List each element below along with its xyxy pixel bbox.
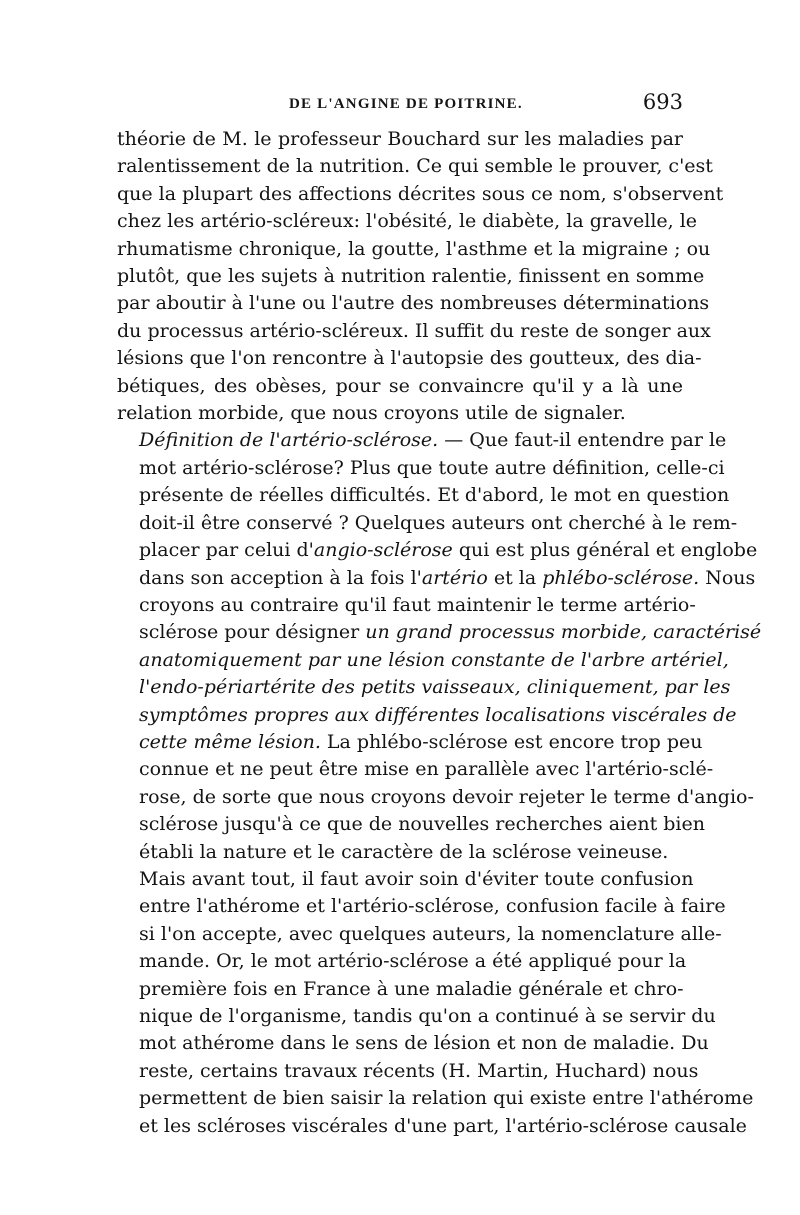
italic-definition: anatomiquement par une lésion constante de l'arbre artériel, xyxy=(139,648,729,671)
text-line: croyons au contraire qu'il faut maintenir le terme artério- xyxy=(139,593,696,616)
italic-definition: un grand processus morbide, caractérisé xyxy=(365,621,762,644)
text-line: chez les artério-scléreux: l'obésité, le diabète, la gravelle, le xyxy=(117,210,698,233)
text-line xyxy=(117,565,756,592)
text-line: reste, certains travaux récents (H. Martin, Huchard) nous xyxy=(139,1059,699,1082)
paragraph-1 xyxy=(117,126,724,427)
italic-definition: symptômes propres aux différentes localisations viscérales de xyxy=(139,703,737,726)
text-fragment: — Que faut-il entendre par le xyxy=(438,429,727,452)
text-line: que la plupart des affections décrites sous ce nom, s'observent xyxy=(117,182,724,205)
running-title: DE L'ANGINE DE POITRINE. xyxy=(289,96,523,112)
text-line: théorie de M. le professeur Bouchard sur les maladies par xyxy=(117,128,683,150)
text-line: entre l'athérome et l'artério-sclérose, confusion facile à faire xyxy=(139,895,726,918)
text-line: connue et ne peut être mise en parallèle avec l'artério-sclé- xyxy=(139,758,714,781)
text-fragment: et la xyxy=(487,566,543,589)
text-line: du processus artério-scléreux. Il suffit du reste de songer aux xyxy=(117,319,711,342)
italic-term: angio-sclérose xyxy=(313,539,453,562)
body-text xyxy=(117,126,762,1140)
text-line: lésions que l'on rencontre à l'autopsie des goutteux, des dia- xyxy=(117,347,702,370)
text-line xyxy=(117,729,703,756)
paragraph-2 xyxy=(117,427,762,866)
text-fragment: dans son acception à la fois l' xyxy=(139,566,422,589)
text-line: doit-il être conservé ? Quelques auteurs ont cherché à le rem- xyxy=(139,511,738,534)
text-line: première fois en France à une maladie générale et chro- xyxy=(139,977,684,1000)
italic-term: artério xyxy=(421,566,488,589)
text-line: présente de réelles difficultés. Et d'abord, le mot en question xyxy=(139,484,730,507)
text-line xyxy=(117,537,758,564)
text-line: mande. Or, le mot artério-sclérose a été appliqué pour la xyxy=(139,950,687,973)
text-line: si l'on accepte, avec quelques auteurs, la nomenclature alle- xyxy=(139,922,722,945)
italic-definition: cette même lésion. xyxy=(139,730,321,753)
text-line: rose, de sorte que nous croyons devoir rejeter le terme d'angio- xyxy=(139,785,754,808)
text-line xyxy=(117,619,762,646)
text-line: mot artério-sclérose? Plus que toute autre définition, celle-ci xyxy=(139,456,725,479)
italic-term: phlébo-sclérose. xyxy=(542,566,700,589)
text-line: rhumatisme chronique, la goutte, l'asthme et la migraine ; ou xyxy=(117,237,711,260)
text-line: bétiques, des obèses, pour se convaincre qu'il y a là une xyxy=(117,374,683,397)
page-number: 693 xyxy=(642,90,683,114)
text-line: permettent de bien saisir la relation qui existe entre l'athérome xyxy=(139,1087,754,1110)
text-fragment: placer par celui d' xyxy=(139,539,314,562)
text-line xyxy=(117,647,729,674)
italic-definition: l'endo-périartérite des petits vaisseaux, cliniquement, par les xyxy=(139,676,731,699)
text-fragment: Nous xyxy=(699,566,756,589)
text-line xyxy=(117,427,727,454)
page-header xyxy=(117,90,683,120)
text-line: plutôt, que les sujets à nutrition ralentie, finissent en somme xyxy=(117,265,705,288)
text-line: nique de l'organisme, tandis qu'on a continué à se servir du xyxy=(139,1005,716,1027)
paragraph-3 xyxy=(117,866,754,1140)
text-line: établi la nature et le caractère de la sclérose veineuse. xyxy=(139,840,669,863)
text-line xyxy=(117,674,731,701)
text-line: mot athérome dans le sens de lésion et non de maladie. Du xyxy=(139,1032,709,1055)
section-heading: Définition de l'artério-sclérose. xyxy=(139,429,439,452)
text-line: sclérose jusqu'à ce que de nouvelles recherches aient bien xyxy=(139,813,705,836)
text-line: Mais avant tout, il faut avoir soin d'éviter toute confusion xyxy=(139,867,694,890)
text-fragment: qui est plus général et englobe xyxy=(452,539,758,562)
text-line xyxy=(117,702,737,729)
text-fragment: sclérose pour désigner xyxy=(139,621,366,644)
text-line: et les scléroses viscérales d'une part, l'artério-sclérose causale xyxy=(139,1114,747,1137)
text-line: par aboutir à l'une ou l'autre des nombreuses déterminations xyxy=(117,292,710,315)
text-fragment: La phlébo-sclérose est encore trop peu xyxy=(320,730,703,753)
text-line: ralentissement de la nutrition. Ce qui semble le prouver, c'est xyxy=(117,155,713,178)
text-line: relation morbide, que nous croyons utile de signaler. xyxy=(117,402,626,425)
